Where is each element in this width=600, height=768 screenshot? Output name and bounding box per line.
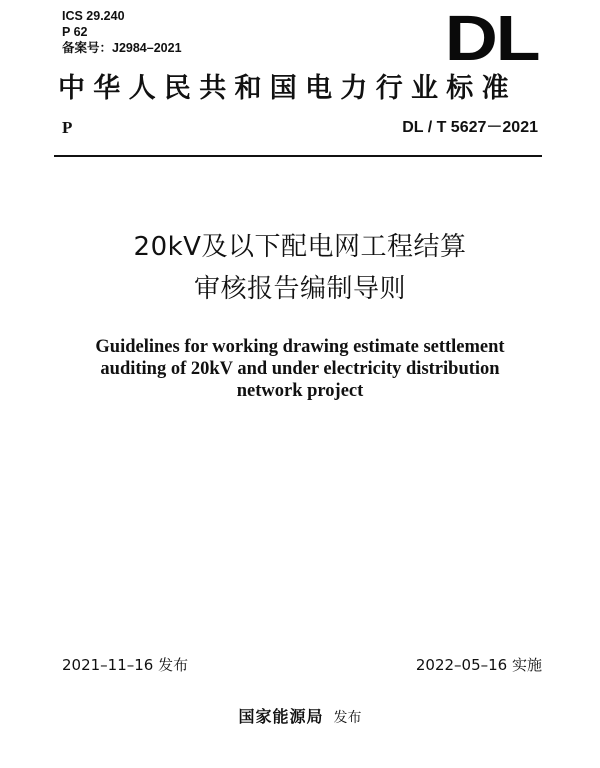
implementation-date: 2022–05–16 实施 (415, 656, 542, 674)
industry-standard-heading: 中华人民共和国电力行业标准 (58, 73, 517, 104)
issue-date: 2021–11–16 发布 (62, 656, 189, 674)
issuer (0, 706, 600, 729)
issuer-name: 国家能源局 (238, 707, 324, 726)
standard-number: DL / T 5627－2021 (402, 119, 538, 136)
title-chinese (0, 226, 600, 310)
title-english (0, 336, 600, 402)
standard-category: P (62, 118, 73, 137)
ics-code: ICS 29.240 (62, 9, 125, 23)
record-number: 备案号：J2984–2021 (62, 41, 182, 55)
dl-logo: DL (444, 2, 538, 74)
title-english-line-2: auditing of 20kV and under electricity distribution (100, 359, 500, 379)
title-english-line-1: Guidelines for working drawing estimate settlement (95, 337, 505, 357)
header-divider (54, 155, 542, 157)
issuer-action: 发布 (333, 710, 362, 726)
title-english-line-3: network project (236, 381, 364, 401)
ccs-code: P 62 (62, 25, 88, 39)
title-chinese-line-2: 审核报告编制导则 (193, 274, 406, 304)
title-chinese-line-1: 20kV及以下配电网工程结算 (133, 232, 467, 262)
